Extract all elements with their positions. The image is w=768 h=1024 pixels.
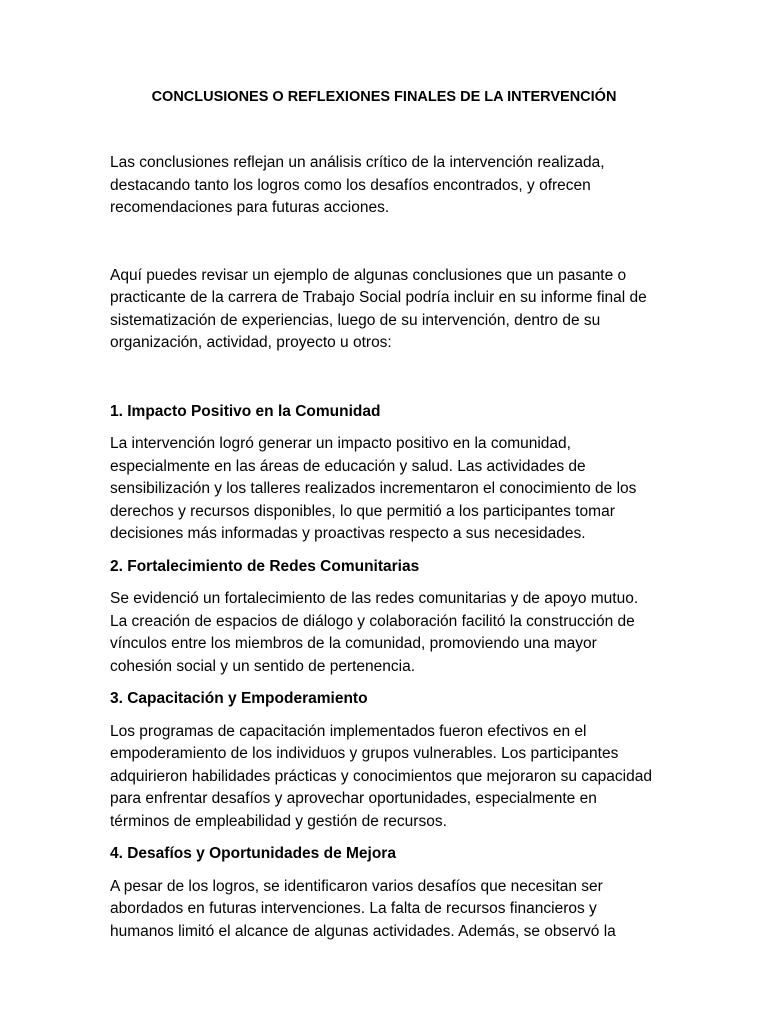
section-heading: 1. Impacto Positivo en la Comunidad xyxy=(110,402,381,420)
intro-paragraph: Aquí puedes revisar un ejemplo de algunas conclusiones que un pasante o practicante de la carrera de Trabajo Social podría incluir en su informe final de sistematización de experiencias, luego de su intervención, dentro de su organización, actividad, proyecto u otros: xyxy=(110,266,647,351)
document-title: CONCLUSIONES O REFLEXIONES FINALES DE LA INTERVENCIÓN xyxy=(151,89,617,105)
section-heading: 3. Capacitación y Empoderamiento xyxy=(110,690,368,707)
section-body: A pesar de los logros, se identificaron varios desafíos que necesitan ser abordados en futuras intervenciones. La falta de recursos financieros y humanos limitó el alcance de algunas actividades. Además, se observó la xyxy=(110,877,616,940)
section-heading: 2. Fortalecimiento de Redes Comunitarias xyxy=(110,557,420,575)
section-body: La intervención logró generar un impacto positivo en la comunidad, especialmente en las áreas de educación y salud. Las actividades de sensibilización y los talleres realizados incrementaron el conocimiento de los derechos y recursos disponibles, lo que permitió a los participantes tomar decisiones más informadas y proactivas respecto a sus necesidades. xyxy=(110,435,637,542)
section-heading: 4. Desafíos y Oportunidades de Mejora xyxy=(110,845,396,862)
section-body: Los programas de capacitación implementados fueron efectivos en el empoderamiento de los individuos y grupos vulnerables. Los participantes adquirieron habilidades prácticas y conocimientos que mejoraron su capacidad para enfrentar desafíos y aprovechar oportunidades, especialmente en términos de empleabilidad y gestión de recursos. xyxy=(110,722,652,830)
intro-paragraph: Las conclusiones reflejan un análisis crítico de la intervención realizada, destacando tanto los logros como los desafíos encontrados, y ofrecen recomendaciones para futuras acciones. xyxy=(110,154,605,216)
section-body: Se evidenció un fortalecimiento de las redes comunitarias y de apoyo mutuo. La creación de espacios de diálogo y colaboración facilitó la construcción de vínculos entre los miembros de la comunidad, promoviendo una mayor cohesión social y un sentido de pertenencia. xyxy=(110,590,639,675)
document-page xyxy=(110,86,658,953)
